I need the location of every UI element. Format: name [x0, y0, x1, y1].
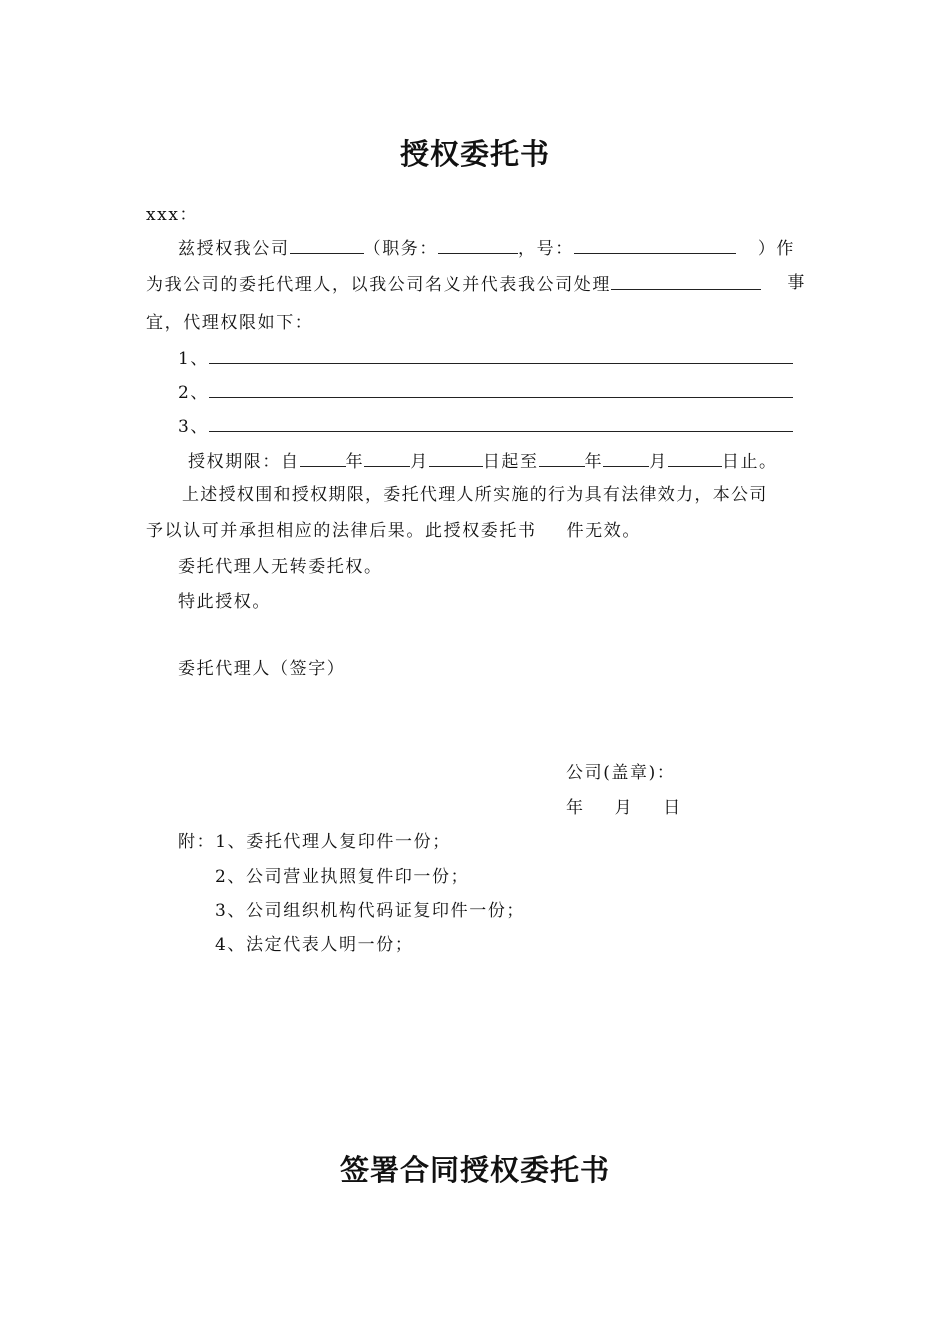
item-2-blank	[209, 381, 793, 398]
item-3-blank	[209, 415, 793, 432]
item-1: 1、	[178, 347, 793, 369]
attachment-3: 3、公司组织机构代码证复印件一份；	[215, 901, 526, 921]
attachment-1: 附：1、委托代理人复印件一份；	[178, 832, 451, 852]
item-2: 2、	[178, 381, 793, 403]
number-blank	[574, 237, 736, 254]
month-label: 月	[614, 798, 634, 818]
authorization-period: 授权期限：自 年 月 日起至 年 月 日止。	[188, 452, 778, 472]
attachment-4: 4、法定代表人明一份；	[215, 935, 414, 955]
text-authorize: 兹授权我公司	[178, 239, 290, 259]
text-agent-handle: 为我公司的委托代理人，以我公司名义并代表我公司处理	[146, 275, 611, 295]
day-label: 日	[663, 798, 682, 818]
name-blank	[290, 237, 364, 254]
text-number: ，号：	[518, 239, 574, 259]
para1-line1	[178, 237, 795, 259]
para2-line2: 予以认可并承担相应的法律后果。此授权委托书 件无效。	[146, 521, 642, 541]
matter-blank	[611, 273, 761, 290]
text-as: ）作	[757, 239, 796, 259]
hereby-text: 特此授权。	[178, 592, 271, 612]
text-position: （职务：	[363, 239, 439, 259]
no-transfer-text: 委托代理人无转委托权。	[178, 557, 383, 577]
para1-line3: 宜，代理权限如下：	[146, 313, 314, 333]
salutation: xxx：	[146, 205, 199, 225]
agent-signature-label: 委托代理人（签字）	[178, 659, 346, 679]
second-document-title: 签署合同授权委托书	[339, 1153, 610, 1187]
para1-line2	[146, 273, 806, 295]
document-title: 授权委托书	[399, 137, 550, 171]
text-matter: 事	[787, 273, 806, 293]
attachment-2: 2、公司营业执照复件印一份；	[215, 867, 470, 887]
date-line	[566, 798, 682, 818]
position-blank	[438, 237, 518, 254]
item-1-blank	[209, 347, 793, 364]
item-3: 3、	[178, 415, 793, 437]
company-seal-label: 公司(盖章)：	[566, 763, 676, 783]
year-label: 年	[566, 798, 585, 818]
para2-line1: 上述授权围和授权期限，委托代理人所实施的行为具有法律效力，本公司	[182, 485, 768, 505]
